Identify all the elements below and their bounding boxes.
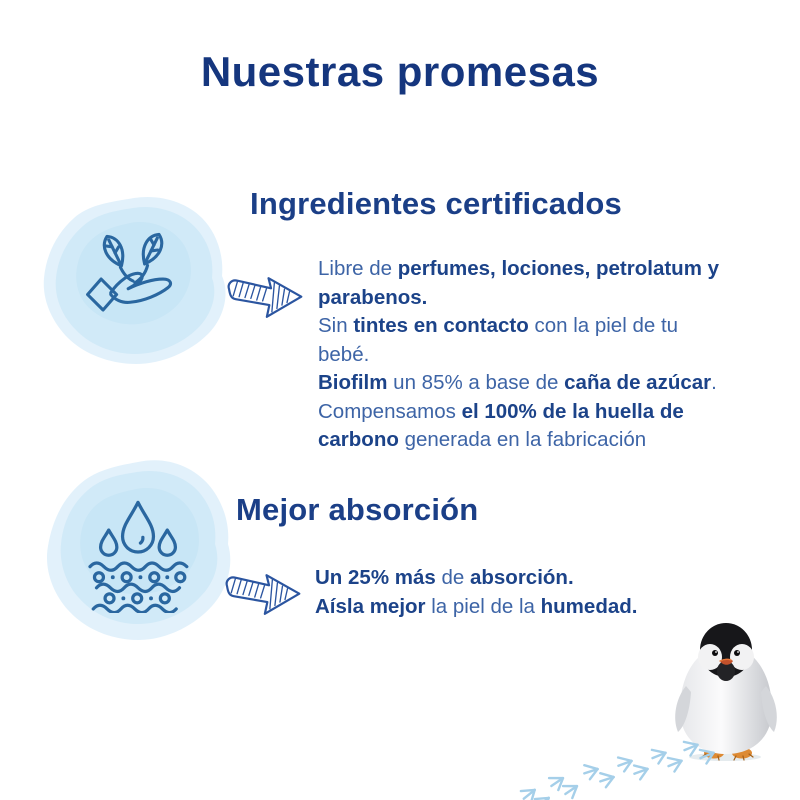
text-segment: de xyxy=(435,566,470,589)
text-line xyxy=(318,369,719,398)
section-heading-absorption: Mejor absorción xyxy=(236,492,479,527)
water-drops-absorption-layers-icon xyxy=(77,491,199,613)
text-line xyxy=(318,341,719,370)
text-line xyxy=(318,398,719,427)
text-segment: Compensamos xyxy=(318,399,462,423)
text-segment: generada en la fabricación xyxy=(398,428,647,451)
section-heading-ingredients: Ingredientes certificados xyxy=(250,186,622,221)
text-segment: el 100% de la huella de xyxy=(461,399,684,423)
text-segment: Biofilm xyxy=(318,371,388,394)
watercolor-blob-absorption xyxy=(38,456,238,648)
text-line xyxy=(318,284,719,313)
sketch-arrow-icon xyxy=(224,264,308,326)
text-segment: . xyxy=(711,371,717,394)
text-segment: Sin xyxy=(318,314,354,337)
section-text-absorption xyxy=(315,563,637,621)
text-line xyxy=(318,312,719,341)
text-segment: humedad. xyxy=(540,595,638,618)
text-segment: con la piel de tu xyxy=(528,314,679,337)
text-segment: perfumes, lociones, petrolatum y xyxy=(397,257,720,280)
text-segment: parabenos. xyxy=(318,285,428,309)
sketch-arrow-icon xyxy=(222,561,306,623)
text-segment: un 85% a base de xyxy=(387,371,565,394)
text-line xyxy=(315,592,637,621)
text-segment: caña de azúcar xyxy=(564,371,712,394)
text-segment: la piel de la xyxy=(425,595,541,618)
section-text-ingredients xyxy=(318,255,719,455)
penguin-footprints-illustration xyxy=(512,733,717,800)
text-line xyxy=(315,563,637,592)
text-segment: Un 25% más xyxy=(315,566,436,589)
text-segment: Libre de xyxy=(318,257,398,280)
text-segment: tintes en contacto xyxy=(353,314,529,337)
hand-with-leaves-icon xyxy=(76,223,192,339)
text-line xyxy=(318,255,719,284)
text-segment: absorción. xyxy=(469,566,574,589)
watercolor-blob-ingredients xyxy=(36,194,232,368)
text-line xyxy=(318,426,719,455)
text-segment: bebé. xyxy=(318,342,370,366)
text-segment: Aísla mejor xyxy=(315,595,426,618)
text-segment: carbono xyxy=(318,428,399,451)
page-title: Nuestras promesas xyxy=(200,48,600,95)
